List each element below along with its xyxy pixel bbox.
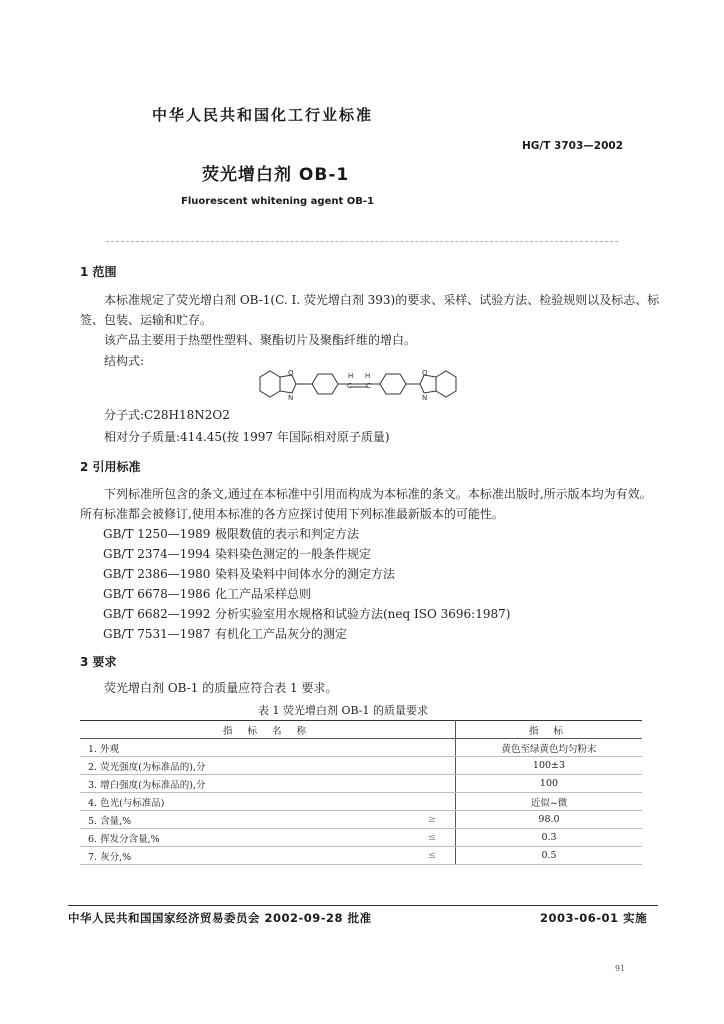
row-name: 1. 外观 [80, 739, 409, 757]
row-name: 4. 色光(与标准品) [80, 793, 409, 811]
section-1-para-2: 该产品主要用于热塑性塑料、聚酯切片及聚酯纤维的增白。 [104, 333, 417, 347]
reference-standard-4 [103, 585, 311, 602]
atom-o-right: O [422, 369, 428, 377]
atom-h-first: H [348, 372, 354, 380]
row-name: 3. 增白强度(为标准品的),分 [80, 775, 409, 793]
row-value: 0.5 [456, 847, 643, 865]
document-title-english: Fluorescent whitening agent OB-1 [181, 196, 374, 207]
molecular-weight: 相对分子质量:414.45(按 1997 年国际相对原子质量) [104, 430, 390, 444]
standard-number: HG/T 3703—2002 [522, 140, 624, 152]
molecular-formula: 分子式:C28H18N2O2 [104, 408, 230, 422]
row-comparator: ≤ [409, 829, 456, 847]
table-caption: 表 1 荧光增白剂 OB-1 的质量要求 [258, 704, 429, 717]
standard-code: GB/T 6678—1986 [103, 587, 211, 601]
row-comparator: ≥ [409, 811, 456, 829]
atom-h-second: H [365, 372, 371, 380]
reference-standard-5 [103, 605, 510, 622]
row-comparator: ≤ [409, 847, 456, 865]
standard-title: 有机化工产品灰分的测定 [215, 627, 348, 641]
row-value: 100 [456, 775, 643, 793]
row-comparator [409, 739, 456, 757]
section-1-para-1: 本标准规定了荧光增白剂 OB-1(C. I. 荧光增白剂 393)的要求、采样、试验方法、检验规则以及标志、标签、包装、运输和贮存。 [80, 293, 660, 327]
atom-n-left: N [288, 394, 294, 402]
row-value: 近似~微 [456, 793, 643, 811]
standard-title: 极限数值的表示和判定方法 [215, 527, 360, 541]
benzene-ring-left [260, 371, 280, 397]
standard-title: 染料及染料中间体水分的测定方法 [215, 567, 396, 581]
row-comparator [409, 793, 456, 811]
reference-standard-2 [103, 545, 371, 562]
table-row [80, 811, 642, 829]
row-comparator [409, 775, 456, 793]
atom-c-second: C [366, 382, 371, 390]
footer-divider [68, 905, 658, 906]
table-header-row [80, 721, 642, 739]
row-value: 98.0 [456, 811, 643, 829]
quality-requirements-table [80, 720, 642, 865]
row-name: 2. 荧光强度(为标准品的),分 [80, 757, 409, 775]
standard-title: 化工产品采样总则 [215, 587, 312, 601]
page-number: 91 [615, 964, 626, 973]
atom-n-right: N [422, 394, 428, 402]
header-divider [106, 241, 618, 242]
section-1-heading: 1 范围 [80, 265, 117, 279]
row-value: 100±3 [456, 757, 643, 775]
section-2-intro: 下列标准所包含的条文,通过在本标准中引用而构成为本标准的条文。本标准出版时,所示版本均为有效。所有标准都会被修订,使用本标准的各方应探讨使用下列标准最新版本的可能性。 [80, 487, 652, 521]
header-item-name: 指 标 名 称 [80, 721, 456, 739]
table-row [80, 829, 642, 847]
phenyl-ring-left [312, 374, 338, 394]
row-name: 5. 含量,% [80, 811, 409, 829]
standard-code: GB/T 6682—1992 [103, 607, 211, 621]
benzene-ring-right [436, 371, 456, 397]
atom-o-left: O [288, 369, 294, 377]
reference-standard-3 [103, 565, 395, 582]
phenyl-ring-right [380, 374, 406, 394]
table-row [80, 757, 642, 775]
atom-c-first: C [347, 382, 352, 390]
standard-code: GB/T 2374—1994 [103, 547, 211, 561]
standard-code: GB/T 2386—1980 [103, 567, 211, 581]
approval-note: 中华人民共和国国家经济贸易委员会 2002-09-28 批准 [68, 911, 372, 925]
table-row [80, 847, 642, 865]
oxazole-ring-left [280, 375, 296, 393]
row-value: 0.3 [456, 829, 643, 847]
standard-code: GB/T 1250—1989 [103, 527, 211, 541]
row-comparator [409, 757, 456, 775]
row-name: 7. 灰分,% [80, 847, 409, 865]
table-row [80, 775, 642, 793]
row-name: 6. 挥发分含量,% [80, 829, 409, 847]
effective-date: 2003-06-01 实施 [540, 911, 648, 925]
organization-title: 中华人民共和国化工行业标准 [152, 106, 374, 124]
table-row [80, 739, 642, 757]
section-3-heading: 3 要求 [80, 655, 117, 669]
header-value: 指 标 [456, 721, 643, 739]
oxazole-ring-right [420, 375, 436, 393]
structure-label: 结构式: [104, 354, 145, 368]
standard-title: 染料染色测定的一般条件规定 [215, 547, 372, 561]
section-3-intro: 荧光增白剂 OB-1 的质量应符合表 1 要求。 [104, 681, 338, 695]
row-value: 黄色至绿黄色均匀粉末 [456, 739, 643, 757]
reference-standard-6 [103, 625, 347, 642]
standard-code: GB/T 7531—1987 [103, 627, 211, 641]
standard-title: 分析实验室用水规格和试验方法(neq ISO 3696:1987) [215, 607, 511, 621]
section-2-heading: 2 引用标准 [80, 460, 141, 474]
table-row [80, 793, 642, 811]
reference-standard-1 [103, 525, 359, 542]
document-title: 荧光增白剂 OB-1 [202, 165, 350, 185]
structural-formula [250, 365, 470, 405]
